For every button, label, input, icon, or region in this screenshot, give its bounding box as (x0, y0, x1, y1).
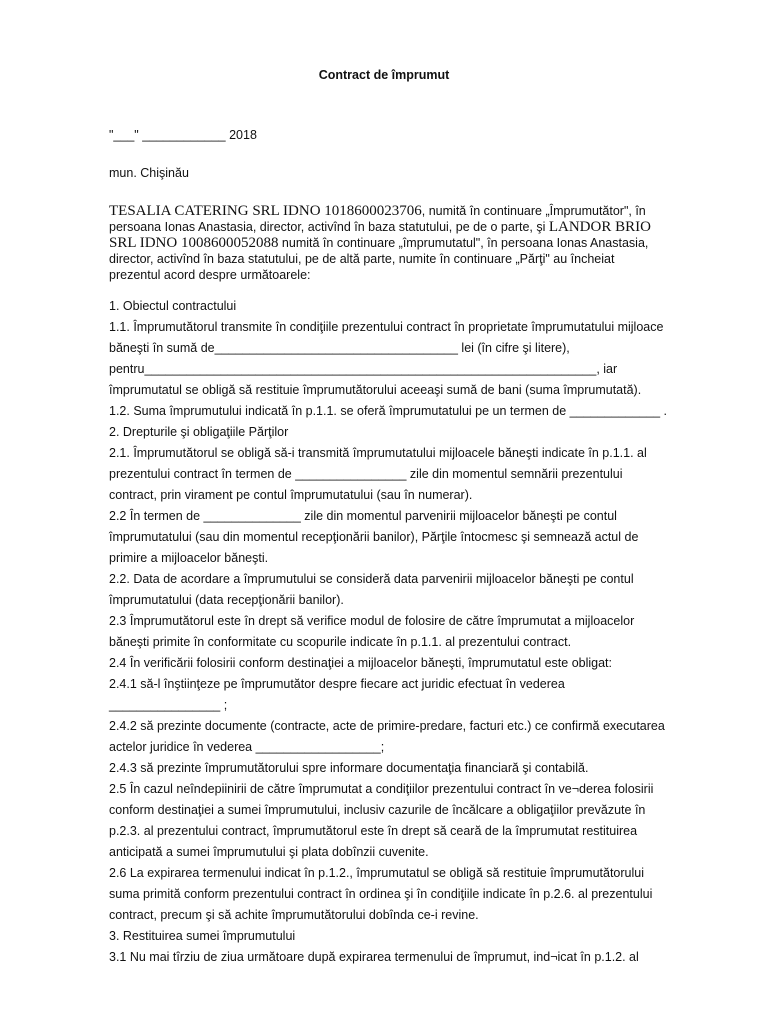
clause-2-3: 2.3 Împrumutătorul este în drept să verifice modul de folosire de către împrumutat a mijloacelor băneşti primite în conformitate cu scopurile indicate în p.1.1. al prezentului contract. (109, 614, 635, 649)
section-heading-3: 3. Restituirea sumei împrumutului (109, 929, 296, 943)
parties-text-2: numită în continuare „împrumutatul", în persoana Ionas Anastasia, director, activînd în baza statutului, pe de altă parte, numite în continuare „Părţi" au încheiat prezentul acord despre următoarele: (109, 236, 649, 282)
clause-2-4-1: 2.4.1 să-l înştiinţeze pe împrumutător despre fiecare act juridic efectuat în vederea ________________ ; (109, 677, 565, 712)
clause-1-1: 1.1. Împrumutătorul transmite în condiţiile prezentului contract în proprietate împrumutatului mijloace băneşti în sumă de___________________________________ lei (în cifre şi litere), pentru_________________________________________________________________, iar împrumutatul se obligă să restituie împrumutătorului aceeaşi sumă de bani (suma împrumutată). (109, 320, 664, 397)
clause-2-1: 2.1. Împrumutătorul se obligă să-i transmită împrumutatului mijloacele băneşti indicate în p.1.1. al prezentului contract în termen de ________________ zile din momentul semnării prezentului contract, prin virament pe contul împrumutatului (sau în numerar). (109, 446, 647, 502)
clause-2-5: 2.5 În cazul neîndepiinirii de către împrumutat a condiţiilor prezentului contract în ve¬derea folosirii conform destinaţiei a sumei împrumutului, inclusiv cazurile de încălcare a obligaţiilor prevăzute în p.2.3. al prezentului contract, împrumutătorul este în drept să ceară de la împrumutat restituirea anticipată a sumei împrumutului şi plata dobînzii cuvenite. (109, 782, 654, 859)
section-heading-2: 2. Drepturile şi obligaţiile Părţilor (109, 425, 289, 439)
clause-2-2a: 2.2 În termen de ______________ zile din momentul parvenirii mijloacelor băneşti pe contul împrumutatului (sau din momentul recepţionării banilor), Părţile întocmesc şi semnează actul de primire a mijloacelor băneşti. (109, 509, 639, 565)
clause-2-4-3: 2.4.3 să prezinte împrumutătorului spre informare documentaţia financiară şi contabilă. (109, 761, 589, 775)
clause-2-2b: 2.2. Data de acordare a împrumutului se consideră data parvenirii mijloacelor băneşti pe contul împrumutatului (data recepţionării banilor). (109, 572, 634, 607)
parties-paragraph (109, 203, 669, 283)
clause-3-1: 3.1 Nu mai tîrziu de ziua următoare după expirarea termenului de împrumut, ind¬icat în p.1.2. al (109, 950, 639, 964)
date-line: "___" ____________ 2018 (109, 128, 257, 142)
contract-body (109, 296, 669, 968)
clause-2-4-2: 2.4.2 să prezinte documente (contracte, acte de primire-predare, facturi etc.) ce confirmă executarea actelor juridice în vederea __________________; (109, 719, 665, 754)
clause-2-4: 2.4 În verificării folosirii conform destinaţiei a mijloacelor băneşti, împrumutatul este obligat: (109, 656, 613, 670)
place-line: mun. Chişinău (109, 166, 189, 180)
section-heading-1: 1. Obiectul contractului (109, 299, 237, 313)
borrower-company: LANDOR BRIO SRL IDNO 1008600052088 (109, 219, 651, 251)
document-title: Contract de împrumut (318, 68, 450, 82)
clause-2-6: 2.6 La expirarea termenului indicat în p.1.2., împrumutatul se obligă să restituie împrumutătorului suma primită conform prezentului contract în ordinea şi în condiţiile indicate în p.2.6. al prezentului contract, precum şi să achite împrumutătorului dobînda ce-i revine. (109, 866, 653, 922)
parties-text-1: , numită în continuare „Împrumutător", în persoana Ionas Anastasia, director, activînd în baza statutului, pe de o parte, şi (109, 204, 646, 234)
clause-1-2: 1.2. Suma împrumutului indicată în p.1.1. se oferă împrumutatului pe un termen de _____________ . (109, 404, 667, 418)
lender-company: TESALIA CATERING SRL IDNO 1018600023706 (109, 203, 422, 219)
